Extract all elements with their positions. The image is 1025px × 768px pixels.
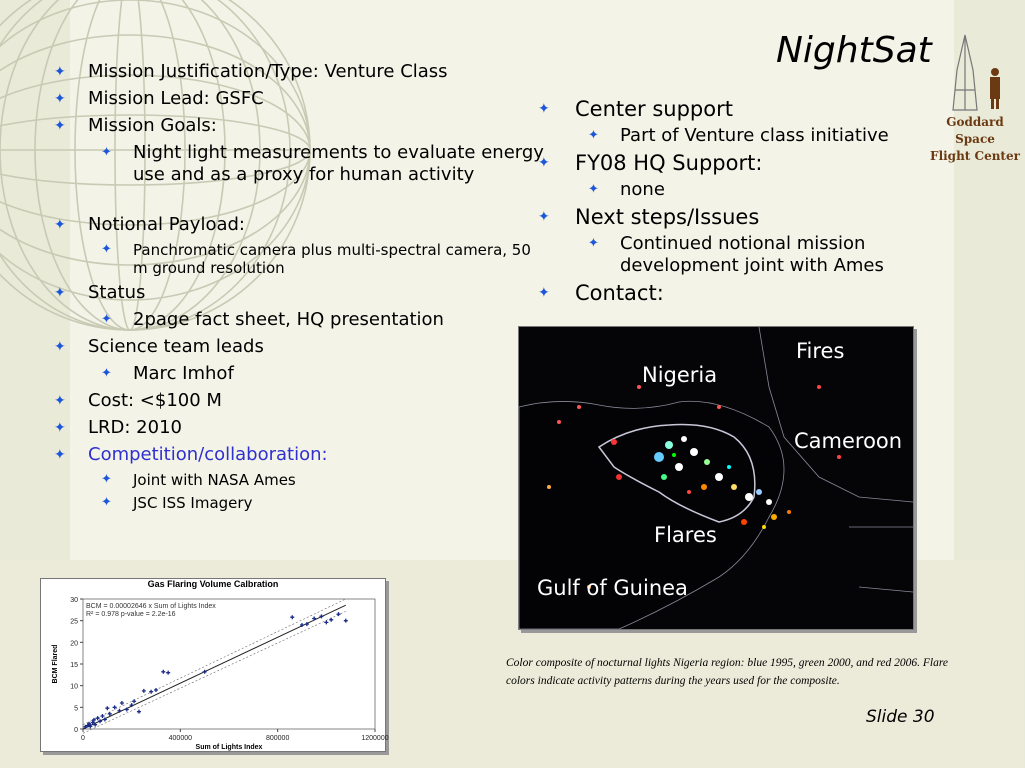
bullet-fact-sheet [54, 309, 544, 331]
logo-line3: Flight Center [930, 149, 1020, 163]
image-caption: Color composite of nocturnal lights Nigeria region: blue 1995, green 2000, and red 2006. Flare colors indicate activity patterns during the years used for the composite. [506, 657, 948, 687]
bullet-text: 2page fact sheet, HQ presentation [133, 309, 444, 330]
logo-line1: Goddard [946, 115, 1004, 129]
bullet-jsc [54, 494, 544, 512]
bullet-text: Center support [575, 97, 733, 121]
y-tick-label: 30 [70, 597, 78, 604]
bullet-icon: ✦ [54, 393, 66, 409]
bullet-icon: ✦ [538, 155, 550, 171]
bullet-lrd [54, 417, 544, 439]
bullet-text: Night light measurements to evaluate energy use and as a proxy for human activity [133, 142, 544, 185]
bullet-mission-goals [54, 115, 544, 137]
bullet-icon: ✦ [101, 312, 112, 327]
bullet-payload [54, 214, 544, 236]
bullet-icon: ✦ [101, 145, 112, 160]
bullet-contact [538, 280, 958, 306]
bullet-icon: ✦ [54, 118, 66, 134]
bullet-next-steps [538, 204, 958, 230]
bullet-text: Cost: <$100 M [88, 390, 222, 411]
x-axis-label: Sum of Lights Index [195, 744, 263, 751]
bullet-text: Part of Venture class initiative [620, 125, 889, 146]
bullet-text: Joint with NASA Ames [133, 471, 296, 489]
bullet-icon: ✦ [54, 285, 66, 301]
y-tick-label: 15 [70, 662, 78, 669]
annotation-stats: R² = 0.978 p-value = 2.2e-16 [86, 611, 176, 618]
x-tick-label: 400000 [168, 735, 193, 742]
bullet-text: LRD: 2010 [88, 417, 182, 438]
bullet-icon: ✦ [588, 128, 599, 143]
y-tick-label: 25 [70, 618, 78, 626]
bullet-text: Contact: [575, 281, 664, 305]
bullet-venture-initiative [538, 125, 958, 147]
bullet-text: FY08 HQ Support: [575, 151, 763, 175]
bullet-text: Continued notional mission development joint with Ames [620, 233, 884, 276]
bullet-text: Competition/collaboration: [88, 444, 328, 465]
bullet-icon: ✦ [54, 64, 66, 80]
bullet-competition [54, 444, 544, 466]
bullet-night-light [54, 142, 544, 186]
bullet-status [54, 282, 544, 304]
slide-title: NightSat [776, 30, 932, 71]
bullet-text: Panchromatic camera plus multi-spectral camera, 50 m ground resolution [133, 241, 531, 277]
x-tick-label: 1200000 [361, 735, 389, 742]
gas-flaring-chart [40, 578, 389, 752]
bullet-mission-lead [54, 88, 544, 110]
bullet-icon: ✦ [101, 495, 112, 510]
right-bullet-list [538, 96, 958, 309]
bullet-text: Marc Imhof [133, 363, 234, 384]
bullet-hq-support [538, 150, 958, 176]
map-label-gulf: Gulf of Guinea [537, 576, 688, 600]
bullet-icon: ✦ [54, 420, 66, 436]
bullet-ames [54, 471, 544, 489]
bullet-icon: ✦ [588, 182, 599, 197]
bullet-icon: ✦ [538, 209, 550, 225]
bullet-icon: ✦ [588, 236, 599, 251]
x-tick-label: 800000 [265, 735, 290, 742]
bullet-text: none [620, 179, 665, 200]
bullet-icon: ✦ [54, 217, 66, 233]
bullet-text: JSC ISS Imagery [133, 494, 253, 512]
map-label-cameroon: Cameroon [794, 429, 903, 453]
y-tick-label: 10 [70, 683, 78, 691]
bullet-icon: ✦ [101, 242, 112, 257]
bullet-text: Science team leads [88, 336, 264, 357]
bullet-text: Mission Goals: [88, 115, 217, 136]
bullet-text: Notional Payload: [88, 214, 245, 235]
logo-line2: Space [955, 132, 995, 146]
bullet-icon: ✦ [101, 472, 112, 487]
bullet-icon: ✦ [538, 285, 550, 301]
bullet-icon: ✦ [101, 366, 112, 381]
y-tick-label: 0 [74, 727, 78, 734]
bullet-none [538, 179, 958, 201]
left-bullet-list [54, 61, 544, 517]
bullet-icon: ✦ [54, 339, 66, 355]
bullet-text: Mission Justification/Type: Venture Class [88, 61, 448, 82]
bullet-icon: ✦ [54, 447, 66, 463]
map-label-flares: Flares [654, 523, 717, 547]
y-tick-label: 20 [70, 640, 78, 648]
bullet-text: Mission Lead: GSFC [88, 88, 264, 109]
bullet-cost [54, 390, 544, 412]
bullet-icon: ✦ [54, 91, 66, 107]
bullet-icon: ✦ [538, 101, 550, 117]
nigeria-night-lights-image [518, 326, 914, 630]
chart-plot [41, 579, 389, 751]
bullet-mission-type [54, 61, 544, 83]
bullet-science-leads [54, 336, 544, 358]
chart-title: Gas Flaring Volume Calbration [147, 579, 279, 589]
y-axis-label: BCM Flared [52, 644, 59, 684]
map-label-fires: Fires [796, 339, 845, 363]
bullet-text: Next steps/Issues [575, 205, 760, 229]
annotation-equation: BCM = 0.00002646 x Sum of Lights Index [86, 603, 216, 610]
bullet-imhof [54, 363, 544, 385]
x-tick-label: 0 [81, 735, 85, 742]
y-tick-label: 5 [74, 705, 78, 713]
bullet-text: Status [88, 282, 146, 303]
map-label-nigeria: Nigeria [642, 363, 718, 387]
bullet-continued [538, 233, 958, 277]
slide-number: Slide 30 [866, 707, 935, 727]
bullet-camera [54, 241, 544, 277]
bullet-center-support [538, 96, 958, 122]
